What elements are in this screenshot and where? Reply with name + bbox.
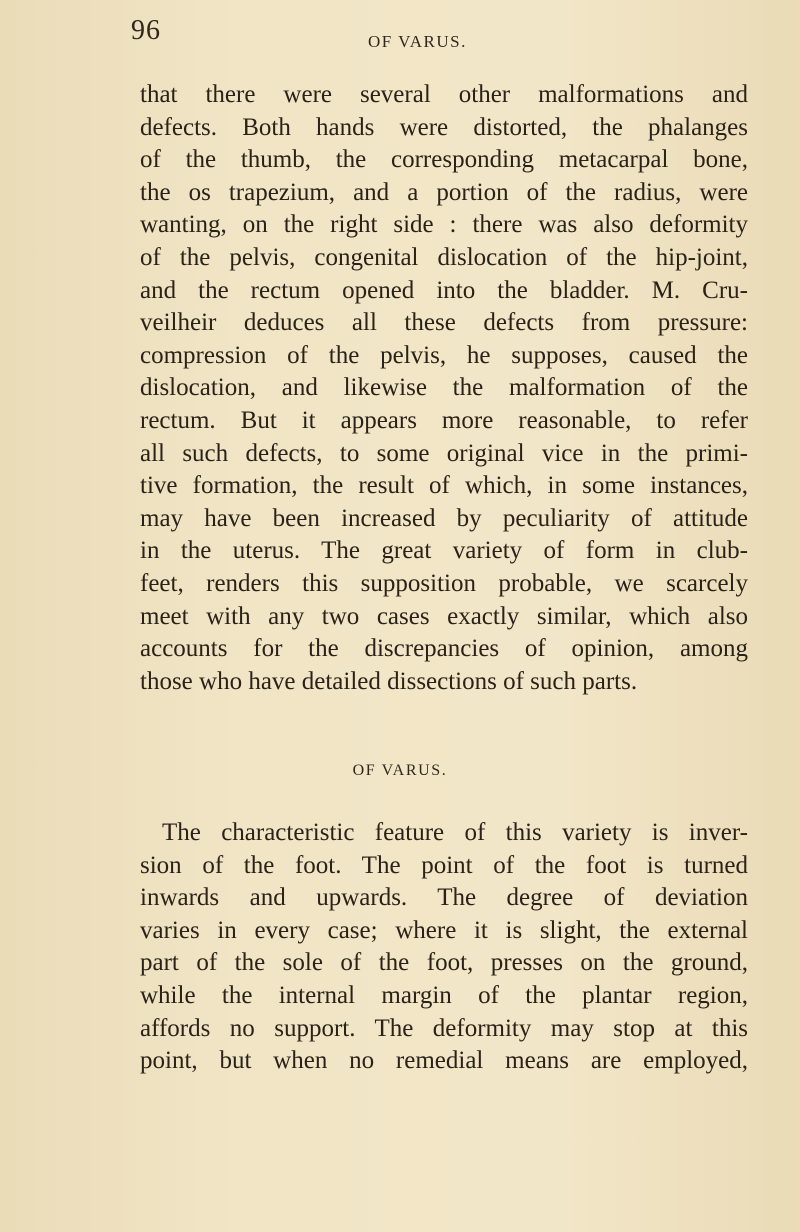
text-line: and the rectum opened into the bladder. M. Cru- [140,276,748,304]
page-number: 96 [131,15,161,46]
paragraph-continued [140,79,748,698]
text-line: while the internal margin of the plantar region, [140,981,748,1009]
text-line: that there were several other malformations and [140,81,748,108]
text-line: dislocation, and likewise the malformation of the [140,374,748,402]
text-line: meet with any two cases exactly similar, which also [140,602,748,630]
text-line: inwards and upwards. The degree of deviation [140,884,748,912]
text-line: sion of the foot. The point of the foot is turned [140,851,748,879]
paragraph-varus [140,817,748,1078]
text-line: varies in every case; where it is slight, the external [140,916,748,944]
text-line: feet, renders this supposition probable, we scarcely [140,569,748,597]
text-line: veilheir deduces all these defects from pressure: [140,309,748,337]
text-line: in the uterus. The great variety of form in club- [140,537,748,565]
section-heading: OF VARUS. [352,762,448,779]
text-line: defects. Both hands were distorted, the phalanges [140,113,748,141]
text-line: wanting, on the right side : there was also deformity [140,211,748,239]
text-line: those who have detailed dissections of such parts. [140,667,638,695]
text-line: of the thumb, the corresponding metacarpal bone, [140,146,748,174]
text-line: of the pelvis, congenital dislocation of the hip-joint, [140,243,748,271]
text-line: tive formation, the result of which, in some instances, [140,472,748,500]
text-line: The characteristic feature of this variety is inver- [162,819,748,846]
text-line: part of the sole of the foot, presses on the ground, [140,949,748,977]
text-line: the os trapezium, and a portion of the radius, were [140,178,748,206]
running-head: OF VARUS. [368,32,467,51]
text-line: point, but when no remedial means are employed, [140,1047,748,1075]
text-line: accounts for the discrepancies of opinion, among [140,635,748,663]
text-line: rectum. But it appears more reasonable, to refer [140,406,748,434]
text-line: compression of the pelvis, he supposes, caused the [140,341,748,369]
text-line: all such defects, to some original vice in the primi- [140,439,748,467]
text-line: may have been increased by peculiarity of attitude [140,504,748,532]
text-line: affords no support. The deformity may stop at this [140,1014,748,1042]
